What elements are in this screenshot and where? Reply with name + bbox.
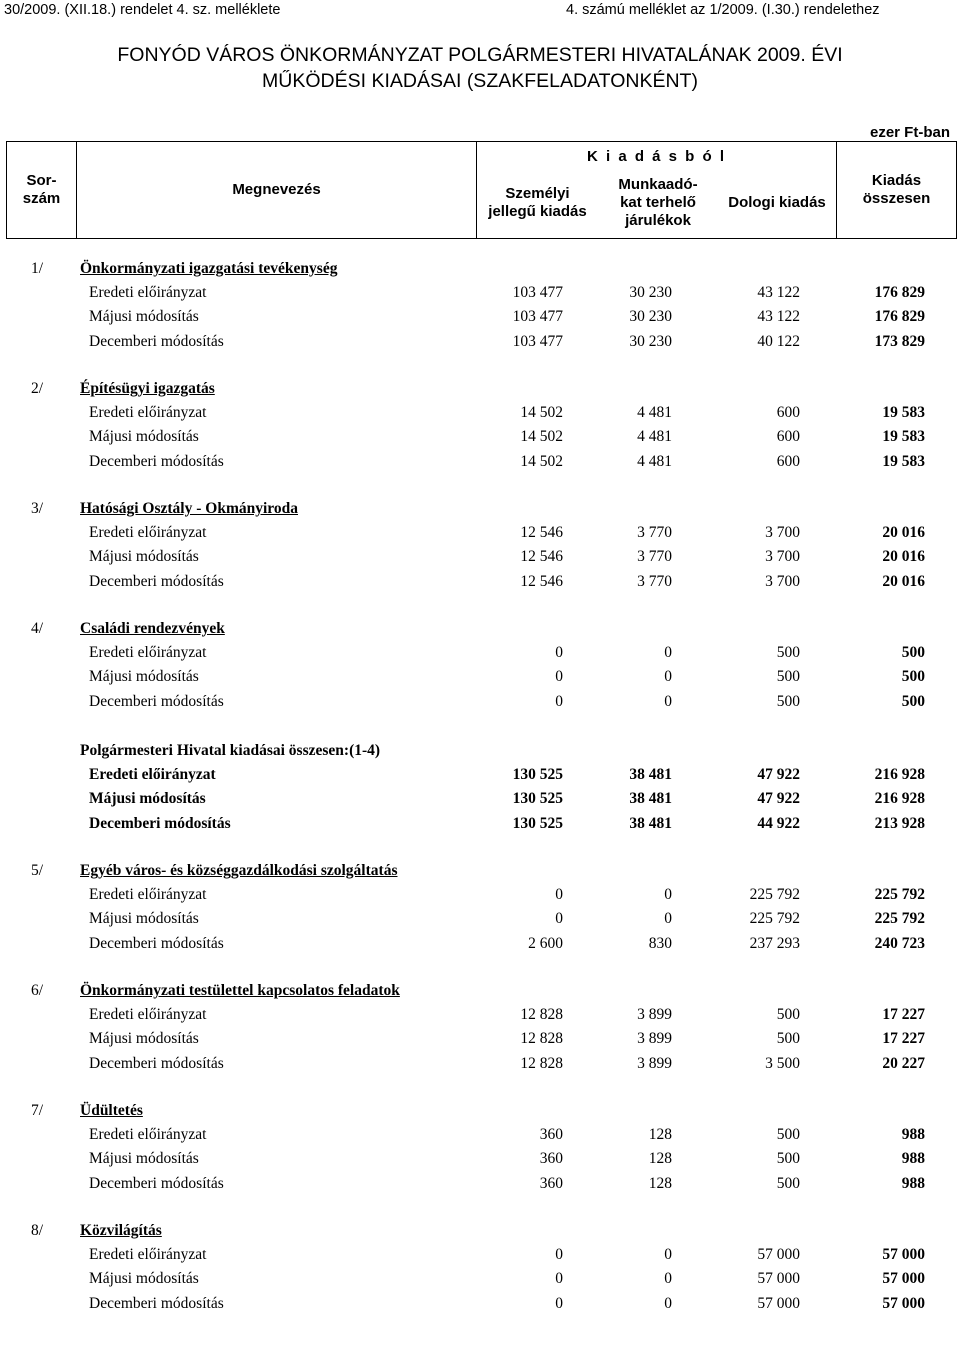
document-title-line1: FONYÓD VÁROS ÖNKORMÁNYZAT POLGÁRMESTERI HIVATALÁNAK 2009. ÉVI <box>117 44 843 66</box>
dologi-value: 43 122 <box>757 284 800 302</box>
table-row <box>0 666 960 690</box>
row-label: Decemberi módosítás <box>89 1294 224 1312</box>
osszesen-value: 225 792 <box>874 886 925 904</box>
munkaado-value: 0 <box>664 886 672 904</box>
szemelyi-value: 0 <box>555 644 563 662</box>
section-number: 5/ <box>31 862 44 879</box>
row-label: Májusi módosítás <box>89 308 199 326</box>
table-row <box>0 1173 960 1197</box>
kiadasbol-label: K i a d á s b ó l <box>586 148 727 165</box>
table-row <box>0 642 960 666</box>
szemelyi-value: 0 <box>555 1294 563 1312</box>
szemelyi-value: 360 <box>539 1150 563 1168</box>
dologi-value: 3 700 <box>765 572 800 590</box>
osszesen-value: 17 227 <box>882 1030 925 1048</box>
munkaado-value: 3 899 <box>637 1006 672 1024</box>
osszesen-value: 57 000 <box>882 1294 925 1312</box>
row-label: Májusi módosítás <box>89 1150 199 1168</box>
dologi-value: 225 792 <box>749 886 800 904</box>
munkaado-value: 30 230 <box>629 332 672 350</box>
osszesen-line1: Kiadás <box>871 172 922 189</box>
dologi-value: 3 700 <box>765 548 800 566</box>
section-header-row <box>0 498 960 522</box>
szemelyi-value: 360 <box>539 1126 563 1144</box>
osszesen-value: 216 928 <box>874 766 925 784</box>
osszesen-value: 19 583 <box>882 428 925 446</box>
szemelyi-value: 0 <box>555 1246 563 1264</box>
szemelyi-value: 0 <box>555 668 563 686</box>
section-header-row <box>0 258 960 282</box>
osszesen-value: 988 <box>901 1150 925 1168</box>
section-number: 8/ <box>31 1222 44 1239</box>
munkaado-line1: Munkaadó- <box>618 176 698 193</box>
munkaado-value: 4 481 <box>637 452 672 470</box>
munkaado-value: 4 481 <box>637 428 672 446</box>
szemelyi-value: 0 <box>555 910 563 928</box>
section-name: Hatósági Osztály - Okmányiroda <box>80 500 299 517</box>
dologi-value: 57 000 <box>757 1270 800 1288</box>
table-row <box>0 764 960 788</box>
munkaado-value: 38 481 <box>629 790 672 808</box>
table-row <box>0 331 960 355</box>
munkaado-value: 0 <box>664 910 672 928</box>
munkaado-value: 3 770 <box>637 548 672 566</box>
szemelyi-line2: jellegű kiadás <box>488 203 587 220</box>
section-number: 6/ <box>31 982 44 999</box>
table-row <box>0 1268 960 1292</box>
row-label: Eredeti előirányzat <box>89 766 216 784</box>
szemelyi-value: 2 600 <box>528 934 563 952</box>
szemelyi-value: 103 477 <box>512 308 563 326</box>
section-number: 2/ <box>31 380 44 397</box>
munkaado-value: 0 <box>664 668 672 686</box>
szemelyi-value: 0 <box>555 1270 563 1288</box>
szemelyi-value: 103 477 <box>512 284 563 302</box>
section-header-row <box>0 1100 960 1124</box>
munkaado-value: 3 899 <box>637 1054 672 1072</box>
row-label: Eredeti előirányzat <box>89 644 207 662</box>
table-row <box>0 571 960 595</box>
table-row <box>0 691 960 715</box>
table-row <box>0 1004 960 1028</box>
table-row <box>0 306 960 330</box>
munkaado-value: 38 481 <box>629 766 672 784</box>
szemelyi-value: 0 <box>555 692 563 710</box>
section-header-row <box>0 740 960 764</box>
munkaado-value: 3 899 <box>637 1030 672 1048</box>
table-row <box>0 451 960 475</box>
dologi-value: 44 922 <box>757 814 800 832</box>
dologi-value: 3 700 <box>765 524 800 542</box>
row-label: Májusi módosítás <box>89 668 199 686</box>
szemelyi-value: 0 <box>555 886 563 904</box>
szemelyi-value: 12 828 <box>520 1006 563 1024</box>
osszesen-value: 176 829 <box>874 308 925 326</box>
section-number: 4/ <box>31 620 44 637</box>
sorszam-line1: Sor- <box>26 172 57 189</box>
osszesen-value: 57 000 <box>882 1270 925 1288</box>
munkaado-value: 30 230 <box>629 308 672 326</box>
row-label: Decemberi módosítás <box>89 692 224 710</box>
section-header-row <box>0 378 960 402</box>
table-row <box>0 908 960 932</box>
munkaado-line3: járulékok <box>625 212 691 229</box>
munkaado-value: 0 <box>664 644 672 662</box>
munkaado-value: 38 481 <box>629 814 672 832</box>
osszesen-value: 988 <box>901 1174 925 1192</box>
dologi-value: 57 000 <box>757 1246 800 1264</box>
osszesen-value: 20 016 <box>882 548 925 566</box>
row-label: Eredeti előirányzat <box>89 284 207 302</box>
munkaado-value: 0 <box>664 692 672 710</box>
section-number: 3/ <box>31 500 44 517</box>
header-cell-megnevezes <box>76 141 477 239</box>
szemelyi-value: 360 <box>539 1174 563 1192</box>
section-name: Családi rendezvények <box>80 620 225 637</box>
osszesen-value: 500 <box>901 692 925 710</box>
dologi-value: 47 922 <box>757 790 800 808</box>
dologi-value: 500 <box>776 668 800 686</box>
dologi-value: 500 <box>776 1126 800 1144</box>
header-cell-osszesen <box>836 141 957 239</box>
dologi-value: 225 792 <box>749 910 800 928</box>
munkaado-value: 0 <box>664 1270 672 1288</box>
document-title-line2: MŰKÖDÉSI KIADÁSAI (SZAKFELADATONKÉNT) <box>262 70 698 92</box>
dologi-value: 47 922 <box>757 766 800 784</box>
munkaado-value: 128 <box>648 1174 672 1192</box>
osszesen-value: 225 792 <box>874 910 925 928</box>
table-row <box>0 522 960 546</box>
munkaado-value: 830 <box>648 934 672 952</box>
section-number: 1/ <box>31 260 44 277</box>
section-name: Üdültetés <box>80 1102 143 1119</box>
munkaado-value: 4 481 <box>637 404 672 422</box>
header-cell-kiadasbol <box>476 141 837 239</box>
munkaado-value: 128 <box>648 1126 672 1144</box>
szemelyi-value: 12 546 <box>520 524 563 542</box>
dologi-value: 237 293 <box>749 934 800 952</box>
osszesen-line2: összesen <box>862 190 931 207</box>
dologi-value: 500 <box>776 644 800 662</box>
section-name: Önkormányzati igazgatási tevékenység <box>80 260 338 277</box>
szemelyi-value: 12 828 <box>520 1054 563 1072</box>
sorszam-line2: szám <box>22 190 61 207</box>
row-label: Eredeti előirányzat <box>89 404 207 422</box>
osszesen-value: 20 016 <box>882 572 925 590</box>
osszesen-value: 20 227 <box>882 1054 925 1072</box>
table-row <box>0 282 960 306</box>
decree-reference-left: 30/2009. (XII.18.) rendelet 4. sz. melléklete <box>4 2 281 18</box>
dologi-value: 43 122 <box>757 308 800 326</box>
szemelyi-value: 14 502 <box>520 428 563 446</box>
dologi-value: 500 <box>776 1006 800 1024</box>
dologi-label: Dologi kiadás <box>728 194 826 211</box>
szemelyi-value: 12 546 <box>520 548 563 566</box>
megnevezes-label: Megnevezés <box>232 181 321 198</box>
szemelyi-value: 14 502 <box>520 404 563 422</box>
section-name: Polgármesteri Hivatal kiadásai összesen:(1-4) <box>80 742 381 759</box>
section-header-row <box>0 980 960 1004</box>
szemelyi-value: 103 477 <box>512 332 563 350</box>
row-label: Decemberi módosítás <box>89 452 224 470</box>
osszesen-value: 240 723 <box>874 934 925 952</box>
section-name: Építésügyi igazgatás <box>80 380 215 397</box>
osszesen-value: 20 016 <box>882 524 925 542</box>
munkaado-value: 3 770 <box>637 572 672 590</box>
row-label: Eredeti előirányzat <box>89 1006 207 1024</box>
szemelyi-value: 130 525 <box>512 790 563 808</box>
table-row <box>0 1244 960 1268</box>
szemelyi-value: 130 525 <box>512 766 563 784</box>
table-row <box>0 788 960 812</box>
dologi-value: 3 500 <box>765 1054 800 1072</box>
header-cell-sorszam <box>6 141 77 239</box>
osszesen-value: 216 928 <box>874 790 925 808</box>
table-row <box>0 1293 960 1317</box>
munkaado-value: 30 230 <box>629 284 672 302</box>
table-row <box>0 1148 960 1172</box>
row-label: Eredeti előirányzat <box>89 1246 207 1264</box>
table-row <box>0 426 960 450</box>
row-label: Májusi módosítás <box>89 790 206 808</box>
dologi-value: 500 <box>776 1150 800 1168</box>
table-row <box>0 546 960 570</box>
decree-reference-right: 4. számú melléklet az 1/2009. (I.30.) rendelethez <box>566 2 880 18</box>
table-row <box>0 933 960 957</box>
section-header-row <box>0 1220 960 1244</box>
row-label: Májusi módosítás <box>89 1270 199 1288</box>
section-name: Közvilágítás <box>80 1222 162 1239</box>
szemelyi-value: 12 546 <box>520 572 563 590</box>
dologi-value: 600 <box>776 452 800 470</box>
szemelyi-value: 12 828 <box>520 1030 563 1048</box>
munkaado-value: 3 770 <box>637 524 672 542</box>
dologi-value: 600 <box>776 428 800 446</box>
osszesen-value: 176 829 <box>874 284 925 302</box>
dologi-value: 40 122 <box>757 332 800 350</box>
table-row <box>0 402 960 426</box>
row-label: Decemberi módosítás <box>89 814 231 832</box>
row-label: Májusi módosítás <box>89 428 199 446</box>
section-name: Önkormányzati testülettel kapcsolatos feladatok <box>80 982 400 999</box>
row-label: Eredeti előirányzat <box>89 886 207 904</box>
row-label: Decemberi módosítás <box>89 572 224 590</box>
table-row <box>0 884 960 908</box>
row-label: Májusi módosítás <box>89 548 199 566</box>
dologi-value: 500 <box>776 1174 800 1192</box>
table-row <box>0 1028 960 1052</box>
osszesen-value: 17 227 <box>882 1006 925 1024</box>
munkaado-line2: kat terhelő <box>620 194 696 211</box>
munkaado-value: 0 <box>664 1246 672 1264</box>
section-header-row <box>0 860 960 884</box>
row-label: Decemberi módosítás <box>89 934 224 952</box>
table-row <box>0 813 960 837</box>
row-label: Decemberi módosítás <box>89 332 224 350</box>
osszesen-value: 500 <box>901 644 925 662</box>
dologi-value: 57 000 <box>757 1294 800 1312</box>
szemelyi-line1: Személyi <box>505 185 570 202</box>
munkaado-value: 0 <box>664 1294 672 1312</box>
row-label: Decemberi módosítás <box>89 1174 224 1192</box>
osszesen-value: 19 583 <box>882 452 925 470</box>
osszesen-value: 19 583 <box>882 404 925 422</box>
osszesen-value: 500 <box>901 668 925 686</box>
row-label: Májusi módosítás <box>89 910 199 928</box>
dologi-value: 500 <box>776 692 800 710</box>
section-number: 7/ <box>31 1102 44 1119</box>
dologi-value: 600 <box>776 404 800 422</box>
szemelyi-value: 14 502 <box>520 452 563 470</box>
osszesen-value: 57 000 <box>882 1246 925 1264</box>
row-label: Eredeti előirányzat <box>89 1126 207 1144</box>
osszesen-value: 213 928 <box>874 814 925 832</box>
row-label: Májusi módosítás <box>89 1030 199 1048</box>
table-row <box>0 1053 960 1077</box>
osszesen-value: 988 <box>901 1126 925 1144</box>
section-header-row <box>0 618 960 642</box>
munkaado-value: 128 <box>648 1150 672 1168</box>
osszesen-value: 173 829 <box>874 332 925 350</box>
szemelyi-value: 130 525 <box>512 814 563 832</box>
currency-unit: ezer Ft-ban <box>869 124 950 141</box>
dologi-value: 500 <box>776 1030 800 1048</box>
table-row <box>0 1124 960 1148</box>
row-label: Decemberi módosítás <box>89 1054 224 1072</box>
section-name: Egyéb város- és községgazdálkodási szolgáltatás <box>80 862 398 879</box>
row-label: Eredeti előirányzat <box>89 524 207 542</box>
